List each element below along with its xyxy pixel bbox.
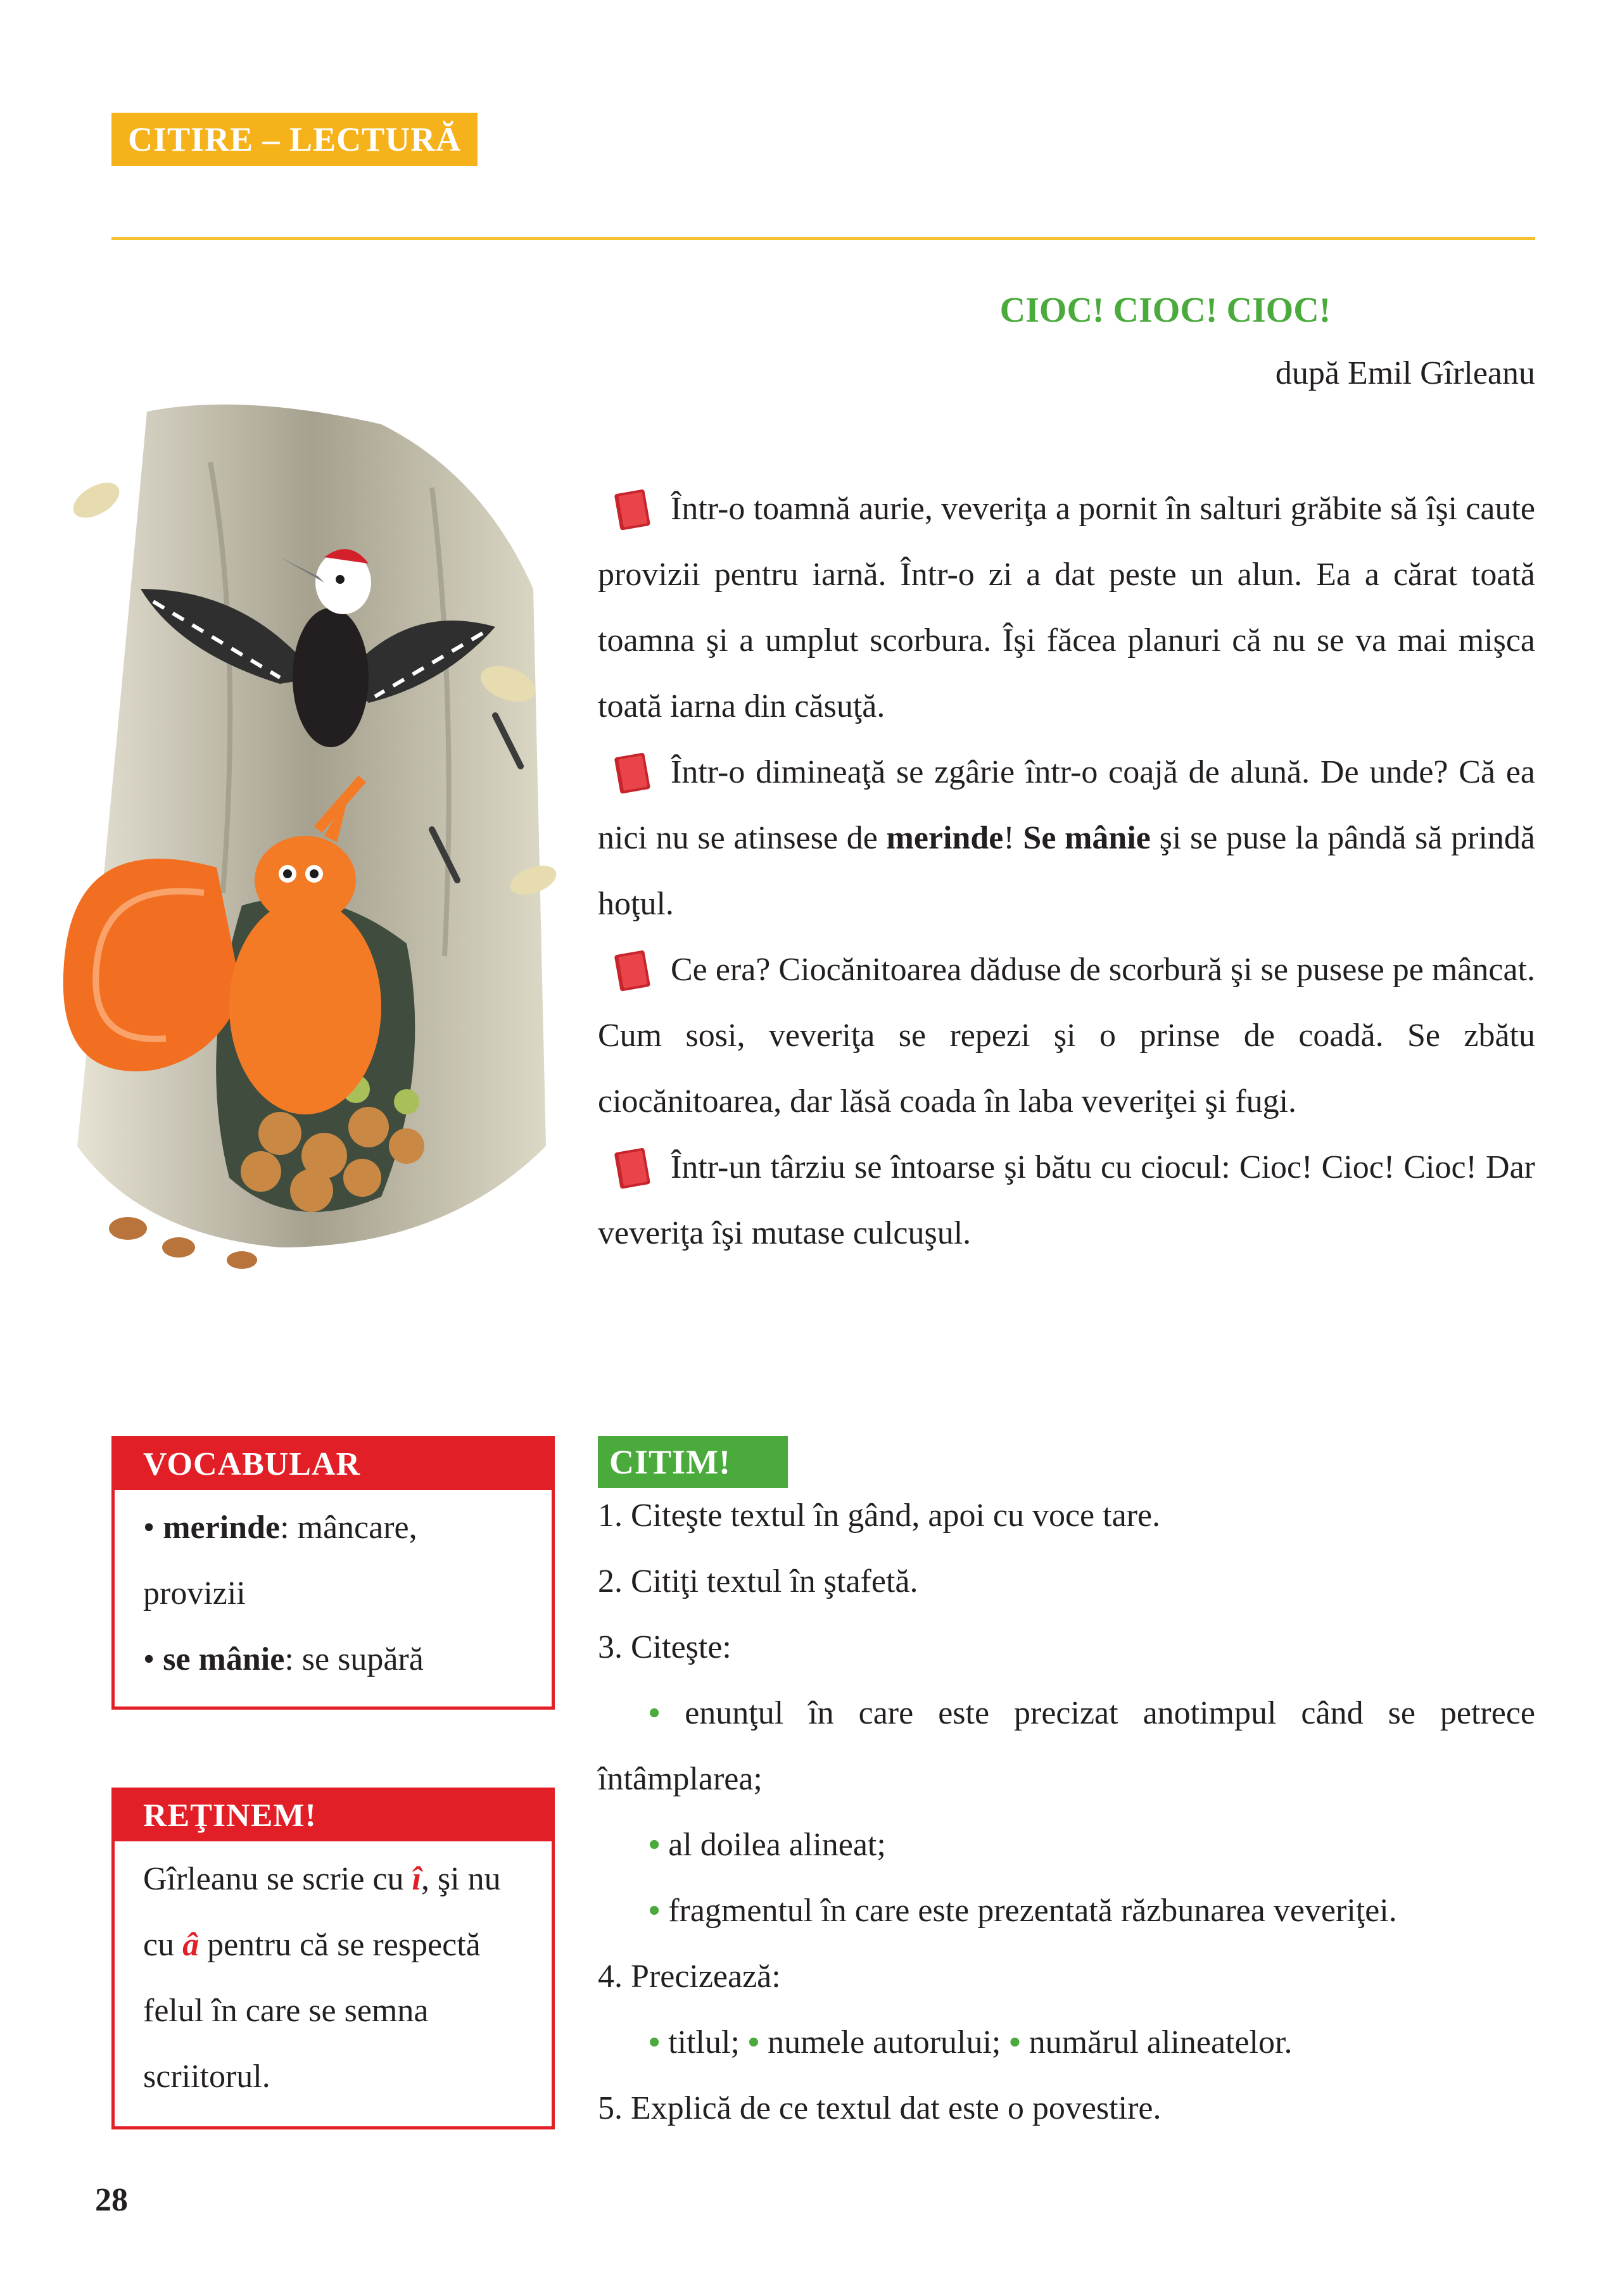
- book-icon: [611, 1145, 655, 1189]
- exercise-3-item: • fragmentul în care este prezentată răzbunarea veveriţei.: [649, 1893, 1397, 1929]
- exercise-2: 2. Citiţi textul în ştafetă.: [598, 1563, 918, 1599]
- citim-heading: CITIM!: [598, 1436, 788, 1488]
- page-number: 28: [95, 2182, 128, 2218]
- letter-a-circumflex: â: [182, 1927, 199, 1963]
- vocabulary-box: [111, 1436, 555, 1710]
- vocabulary-list: [115, 1490, 552, 1705]
- story-paragraph: Ce era? Ciocănitoarea dăduse de scorbură şi se pusese pe mâncat. Cum sosi, veveriţa se repezi şi o prinse de coadă. Se zbătu ciocănitoarea, dar lăsă coada în laba veveriţei şi fugi.: [598, 937, 1535, 1135]
- vocabulary-item: • merinde: mâncare, provizii: [143, 1510, 417, 1612]
- exercise-3: 3. Citeşte:: [598, 1629, 731, 1665]
- story-title: CIOC! CIOC! CIOC!: [999, 291, 1331, 330]
- book-icon: [611, 947, 655, 992]
- exercise-3-item: • enunţul în care este precizat anotimpul când se petrece întâmplarea;: [598, 1695, 1535, 1797]
- vocabulary-item: • se mânie: se supără: [143, 1641, 424, 1677]
- section-tag: CITIRE – LECTURĂ: [111, 113, 478, 166]
- vocabulary-heading: VOCABULAR: [115, 1439, 552, 1490]
- keyword-merinde: merinde: [886, 820, 1004, 856]
- exercise-5: 5. Explică de ce textul dat este o povestire.: [598, 2090, 1162, 2126]
- retinem-text: Gîrleanu se scrie cu î, şi nu cu â pentru că se respectă felul în care se semna scriitorul.: [143, 1861, 501, 2095]
- retinem-heading: REŢINEM!: [115, 1791, 552, 1841]
- letter-i-circumflex: î: [412, 1861, 421, 1897]
- exercise-1: 1. Citeşte textul în gând, apoi cu voce tare.: [598, 1498, 1161, 1534]
- story-paragraph: Într-o dimineaţă se zgârie într-o coajă de alună. De unde? Că ea nici nu se atinsese de merinde! Se mânie şi se puse la pândă să prindă hoţul.: [598, 740, 1535, 937]
- book-icon: [611, 750, 655, 794]
- book-icon: [611, 486, 655, 531]
- exercise-4-items: • titlul; • numele autorului; • numărul alineatelor.: [649, 2024, 1293, 2060]
- story-text: [598, 476, 1535, 1266]
- story-paragraph: Într-o toamnă aurie, veveriţa a pornit în salturi grăbite să îşi caute provizii pentru iarnă. Într-o zi a dat peste un alun. Ea a cărat toată toamna şi a umplut scorbura. Îşi făcea planuri că nu se va mai mişca toată iarna din căsuţă.: [598, 476, 1535, 740]
- story-author: după Emil Gîrleanu: [1275, 355, 1535, 391]
- exercise-list: [598, 1483, 1535, 2141]
- woodpecker-squirrel-illustration: [52, 386, 559, 1298]
- retinem-box: [111, 1788, 555, 2129]
- story-paragraph: Într-un târziu se întoarse şi bătu cu ciocul: Cioc! Cioc! Cioc! Dar veveriţa îşi mutase culcuşul.: [598, 1135, 1535, 1266]
- exercise-3-item: • al doilea alineat;: [649, 1827, 886, 1863]
- keyword-se-manie: Se mânie: [1023, 820, 1151, 856]
- exercise-4: 4. Precizează:: [598, 1959, 781, 1995]
- header-divider: [111, 237, 1535, 240]
